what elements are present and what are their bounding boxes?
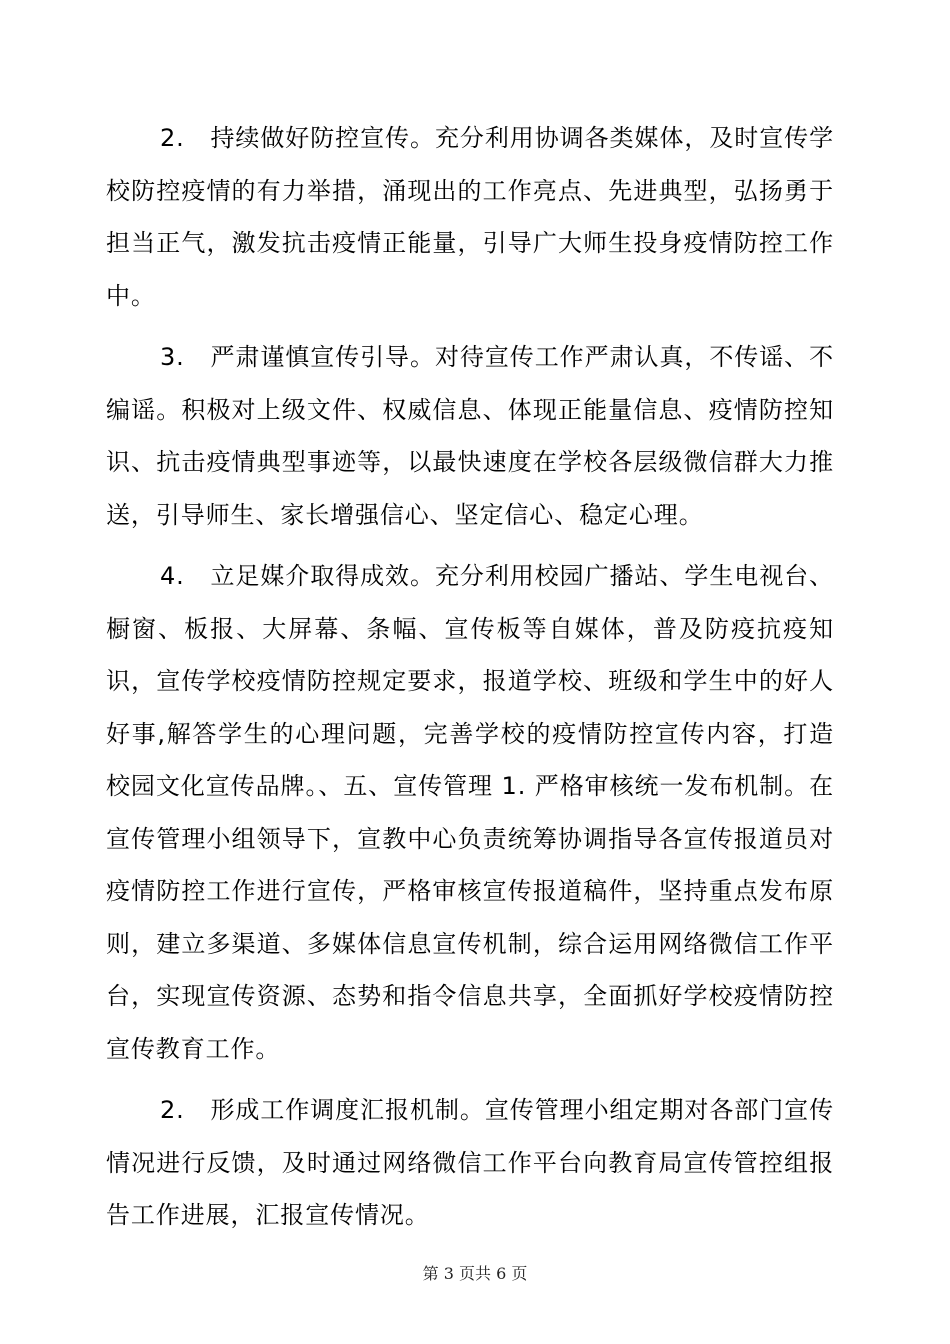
page-number-footer: 第 3 页共 6 页 bbox=[422, 1264, 528, 1283]
document-body bbox=[106, 112, 834, 1251]
paragraph-item-4 bbox=[106, 550, 834, 1075]
paragraph-item-2b bbox=[106, 1084, 834, 1242]
paragraph-number: 2. bbox=[160, 1096, 185, 1124]
paragraph-item-2 bbox=[106, 112, 834, 322]
paragraph-number: 4. bbox=[160, 562, 185, 590]
paragraph-number: 3. bbox=[160, 343, 185, 371]
paragraph-text: 形成工作调度汇报机制。宣传管理小组定期对各部门宣传情况进行反馈，及时通过网络微信工作平台向教育局宣传管控组报告工作进展，汇报宣传情况。 bbox=[106, 1096, 835, 1229]
paragraph-text: 严肃谨慎宣传引导。对待宣传工作严肃认真，不传谣、不编谣。积极对上级文件、权威信息、体现正能量信息、疫情防控知识、抗击疫情典型事迹等，以最快速度在学校各层级微信群大力推送，引导师生、家长增强信心、坚定信心、稳定心理。 bbox=[106, 343, 835, 529]
paragraph-number: 2. bbox=[160, 124, 185, 152]
paragraph-item-3 bbox=[106, 331, 834, 541]
paragraph-text: 持续做好防控宣传。充分利用协调各类媒体，及时宣传学校防控疫情的有力举措，涌现出的工作亮点、先进典型，弘扬勇于担当正气，激发抗击疫情正能量，引导广大师生投身疫情防控工作中。 bbox=[106, 124, 835, 310]
paragraph-text: 立足媒介取得成效。充分利用校园广播站、学生电视台、橱窗、板报、大屏幕、条幅、宣传板等自媒体，普及防疫抗疫知识，宣传学校疫情防控规定要求，报道学校、班级和学生中的好人好事,解答学生的心理问题，完善学校的疫情防控宣传内容，打造校园文化宣传品牌。、五、宣传管理 1. 严格审核统一发布机制。在宣传管理小组领导下，宣教中心负责统筹协调指导各宣传报道员对疫情防控工作进行宣传，严格审核宣传报道稿件，坚持重点发布原则，建立多渠道、多媒体信息宣传机制，综合运用网络微信工作平台，实现宣传资源、态势和指令信息共享，全面抓好学校疫情防控宣传教育工作。 bbox=[106, 562, 835, 1063]
